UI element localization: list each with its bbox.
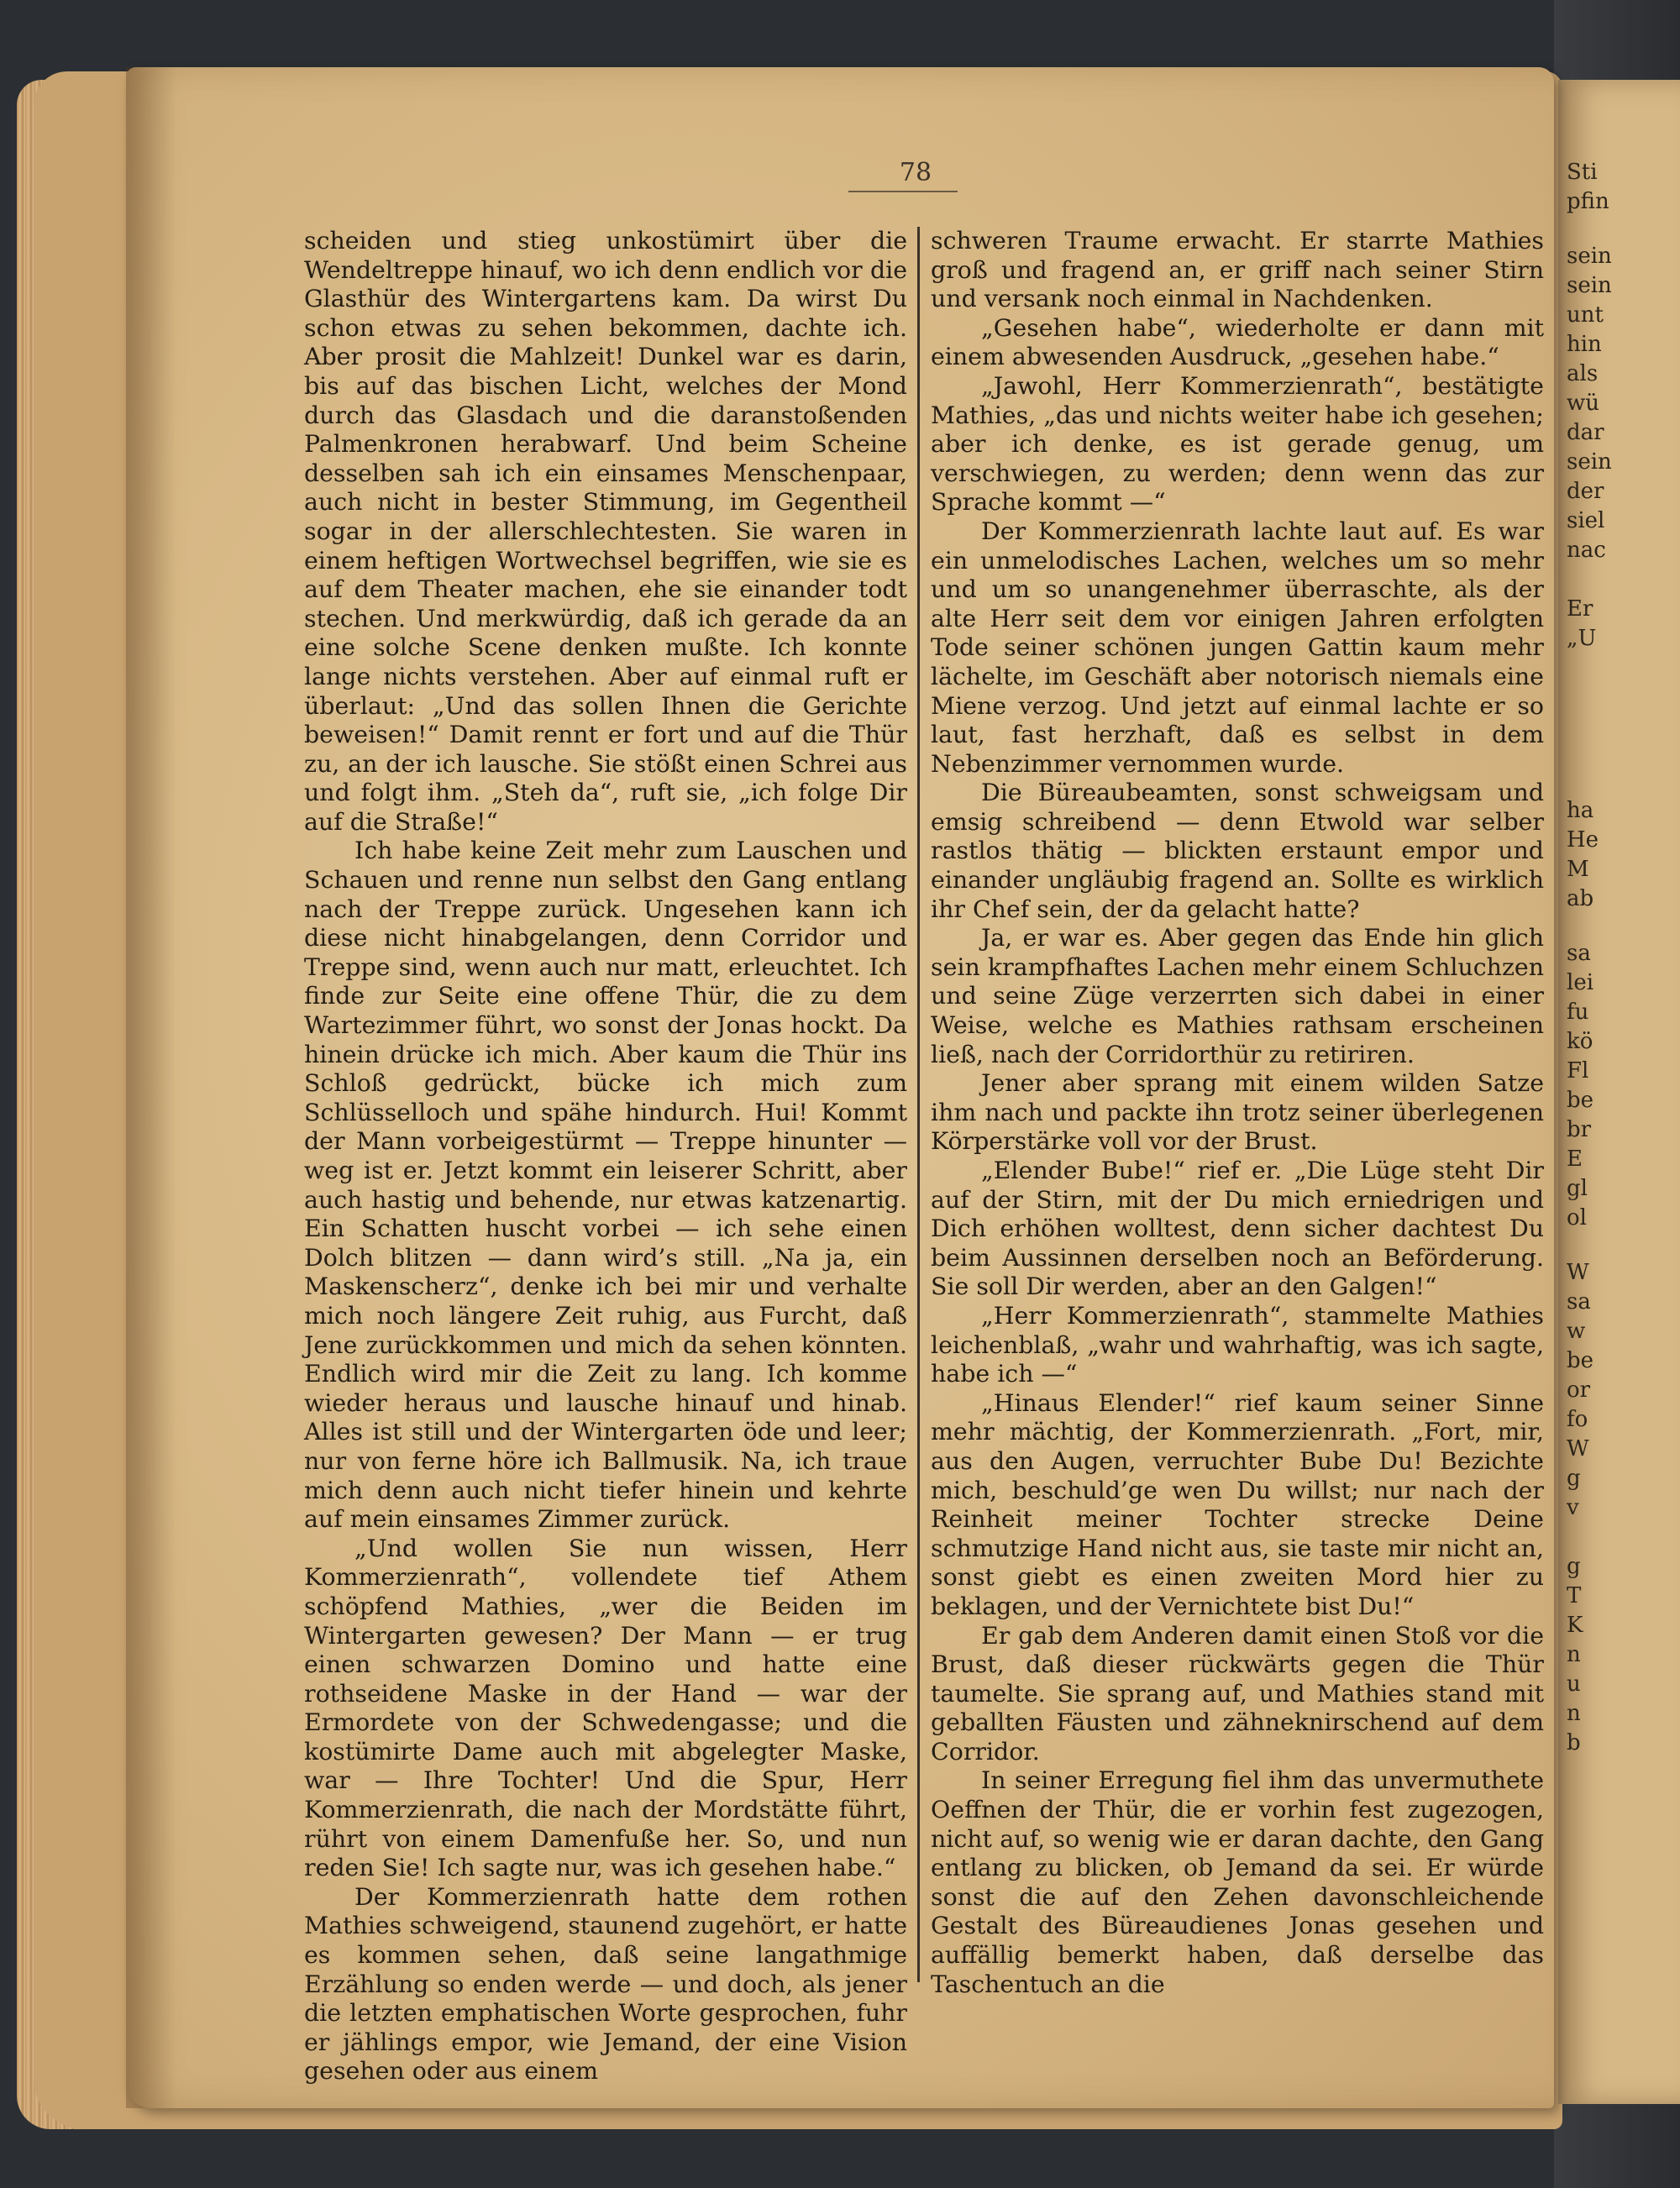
paragraph: Die Büreaubeamten, sonst schweigsam und emsig schreibend — denn Etwold war selber rastlos thätig — blickten erstaunt empor und einander ungläubig fragend an. Sollte es wirklich ihr Chef sein, der da gelacht hatte? (931, 779, 1544, 923)
next-page-text-fragment: M (1567, 857, 1589, 882)
column-divider (917, 227, 920, 1982)
next-page-text-fragment: br (1567, 1117, 1592, 1142)
next-page-text-fragment: b (1567, 1730, 1581, 1755)
paragraph: Ja, er war es. Aber gegen das Ende hin glich sein krampfhaftes Lachen mehr einem Schluchzen und seine Züge verzerrten sich dabei in einer Weise, welche es Mathies rathsam erscheinen ließ, nach der Corridorthür zu retiriren. (931, 924, 1544, 1068)
next-page-text-fragment: als (1567, 361, 1599, 386)
next-page-text-fragment: E (1567, 1146, 1583, 1172)
next-page-text-fragment: fo (1567, 1407, 1588, 1432)
next-page-text-fragment: hin (1567, 332, 1602, 357)
next-page-text-fragment: ab (1567, 886, 1594, 911)
next-page-text-fragment: be (1567, 1088, 1594, 1113)
next-page-text-fragment: or (1567, 1377, 1591, 1403)
page-number-rule (848, 191, 958, 192)
next-page-text-fragment: gl (1567, 1176, 1588, 1201)
next-page-text-fragment: Fl (1567, 1058, 1589, 1084)
next-page-text-fragment: K (1567, 1613, 1583, 1638)
next-page-text-fragment: g (1567, 1554, 1581, 1579)
text-column-right (931, 227, 1544, 1998)
next-page-text-fragment: „U (1567, 626, 1597, 651)
paragraph: „Gesehen habe“, wiederholte er dann mit einem abwesenden Ausdruck, „gesehen habe.“ (931, 313, 1544, 371)
paragraph: schweren Traume erwacht. Er starrte Mathies groß und fragend an, er griff nach seiner Stirn und versank noch einmal in Nachdenken. (931, 227, 1544, 313)
next-page-text-fragment: w (1567, 1319, 1586, 1344)
next-page-text-fragment: v (1567, 1495, 1579, 1520)
paragraph: „Und wollen Sie nun wissen, Herr Kommerzienrath“, vollendete tief Athem schöpfend Mathies, „wer die Beiden im Wintergarten gewesen? Der Mann — er trug einen schwarzen Domino und hatte eine rothseidene Maske in der Hand — war der Ermordete von der Schwedengasse; und die kostümirte Dame auch mit abgelegter Maske, war — Ihre Tochter! Und die Spur, Herr Kommerzienrath, die nach der Mordstätte führt, rührt von einem Damenfuße her. So, und nun reden Sie! Ich sagte nur, was ich gesehen habe.“ (304, 1534, 907, 1882)
next-page-text-fragment: Sti (1567, 160, 1598, 185)
page-number: 78 (899, 158, 932, 187)
next-page-text-fragment: wü (1567, 391, 1599, 416)
next-page-text-fragment: T (1567, 1583, 1582, 1608)
next-page-text-fragment: sa (1567, 1289, 1591, 1314)
text-column-left (304, 227, 907, 2086)
paragraph: „Hinaus Elender!“ rief kaum seiner Sinne mehr mächtig, der Kommerzienrath. „Fort, mir, aus den Augen, verruchter Bube Du! Bezichte mich, beschuld’ge wen Du willst; nur nach der Reinheit meiner Tochter strecke Deine schmutzige Hand nicht aus, sie taste mir nicht an, sonst giebt es einen zweiten Mord hier zu beklagen, und der Vernichtete bist Du!“ (931, 1388, 1544, 1620)
next-page-text-fragment: siel (1567, 508, 1605, 533)
paragraph: In seiner Erregung fiel ihm das unvermuthete Oeffnen der Thür, die er vorhin fest zugezogen, nicht auf, so wenig wie er daran dachte, den Gang entlang zu blicken, ob Jemand da sei. Er würde sonst die auf den Zehen davonschleichende Gestalt des Büreaudienes Jonas gesehen und auffällig bemerkt haben, daß derselbe das Taschentuch an die (931, 1766, 1544, 1998)
next-page-text-fragment: sa (1567, 941, 1591, 966)
next-page-text-fragment: be (1567, 1348, 1594, 1373)
next-page-text-fragment: dar (1567, 420, 1604, 445)
next-page-strip (1558, 80, 1680, 2104)
next-page-text-fragment: unt (1567, 302, 1604, 328)
paragraph: Er gab dem Anderen damit einen Stoß vor die Brust, daß dieser rückwärts gegen die Thür taumelte. Sie sprang auf, und Mathies stand mit geballten Fäusten und zähneknirschend auf dem Corridor. (931, 1621, 1544, 1766)
next-page-text-fragment: sein (1567, 244, 1612, 269)
paragraph: „Herr Kommerzienrath“, stammelte Mathies leichenblaß, „wahr und wahrhaftig, was ich sagte, habe ich —“ (931, 1301, 1544, 1388)
paragraph: Ich habe keine Zeit mehr zum Lauschen und Schauen und renne nun selbst den Gang entlang nach der Treppe zurück. Ungesehen kann ich diese nicht hinabgelangen, denn Corridor und Treppe sind, wenn auch nur matt, erleuchtet. Ich finde zur Seite eine offene Thür, die zu dem Wartezimmer führt, wo sonst der Jonas hockt. Da hinein drücke ich mich. Aber kaum die Thür ins Schloß gedrückt, bücke ich mich zum Schlüsselloch und spähe hindurch. Hui! Kommt der Mann vorbeigestürmt — Treppe hinunter — weg ist er. Jetzt kommt ein leiserer Schritt, aber auch hastig und behende, nur etwas katzenartig. Ein Schatten huscht vorbei — ich sehe einen Dolch blitzen — dann wird’s still. „Na ja, ein Maskenscherz“, denke ich bei mir und verhalte mich noch längere Zeit ruhig, aus Furcht, daß Jene zurückkommen und mich da sehen könnten. Endlich wird mir die Zeit zu lang. Ich komme wieder heraus und lausche hinauf und hinab. Alles ist still und der Wintergarten öde und leer; nur von ferne höre ich Ballmusik. Na, ich traue mich denn auch nicht tiefer hinein und kehrte auf mein einsames Zimmer zurück. (304, 837, 907, 1534)
paragraph: Der Kommerzienrath hatte dem rothen Mathies schweigend, staunend zugehört, er hatte es kommen sehen, daß seine langathmige Erzählung so enden werde — und doch, als jener die letzten emphatischen Worte gesprochen, fuhr er jählings empor, wie Jemand, der eine Vision gesehen oder aus einem (304, 1882, 907, 2086)
next-page-text-fragment: der (1567, 479, 1604, 504)
paragraph: scheiden und stieg unkostümirt über die Wendeltreppe hinauf, wo ich denn endlich vor die Glasthür des Wintergartens kam. Da wirst Du schon etwas zu sehen bekommen, dachte ich. Aber prosit die Mahlzeit! Dunkel war es darin, bis auf das bischen Licht, welches der Mond durch das Glasdach und die daranstoßenden Palmenkronen herabwarf. Und beim Scheine desselben sah ich ein einsames Menschenpaar, auch nicht in bester Stimmung, im Gegentheil sogar in der allerschlechtesten. Sie waren in einem heftigen Wortwechsel begriffen, wie sie es auf dem Theater machen, ehe sie einander todt stechen. Und merkwürdig, daß ich gerade da an eine solche Scene denken mußte. Ich konnte lange nichts verstehen. Aber auf einmal ruft er überlaut: „Und das sollen Ihnen die Gerichte beweisen!“ Damit rennt er fort und auf die Thür zu, an der ich lausche. Sie stößt einen Schrei aus und folgt ihm. „Steh da“, ruft sie, „ich folge Dir auf die Straße!“ (304, 227, 907, 836)
next-page-text-fragment: ha (1567, 798, 1594, 823)
next-page-text-fragment: lei (1567, 970, 1594, 995)
next-page-text-fragment: kö (1567, 1029, 1593, 1054)
next-page-text-fragment: He (1567, 827, 1599, 853)
paragraph: Der Kommerzienrath lachte laut auf. Es war ein unmelodisches Lachen, welches um so mehr und um so unangenehmer überraschte, als der alte Herr seit dem vor einigen Jahren erfolgten Tode seiner schönen jungen Gattin kaum mehr lächelte, im Geschäft aber notorisch niemals eine Miene verzog. Und jetzt auf einmal lachte er so laut, fast herzhaft, daß es selbst in dem Nebenzimmer vernommen wurde. (931, 517, 1544, 778)
next-page-text-fragment: ol (1567, 1205, 1587, 1230)
paragraph: „Elender Bube!“ rief er. „Die Lüge steht Dir auf der Stirn, mit der Du mich erniedrigen und Dich erhöhen wolltest, denn sicher dachtest Du beim Aussinnen derselben noch an Beförderung. Sie soll Dir werden, aber an den Galgen!“ (931, 1157, 1544, 1301)
next-page-text-fragment: W (1567, 1436, 1589, 1461)
next-page-text-fragment: u (1567, 1671, 1581, 1697)
paragraph: „Jawohl, Herr Kommerzienrath“, bestätigte Mathies, „das und nichts weiter habe ich gesehen; aber ich denke, es ist gerade genug, um verschwiegen, zu werden; denn wenn das zur Sprache kommt —“ (931, 371, 1544, 517)
next-page-text-fragment: Er (1567, 596, 1593, 622)
next-page-text-fragment: n (1567, 1642, 1581, 1667)
next-page-text-fragment: pfin (1567, 189, 1609, 214)
next-page-text-fragment: n (1567, 1701, 1581, 1726)
next-page-text-fragment: g (1567, 1466, 1581, 1491)
next-page-text-fragment: sein (1567, 273, 1612, 298)
next-page-text-fragment: sein (1567, 449, 1612, 475)
next-page-text-fragment: fu (1567, 1000, 1589, 1025)
next-page-text-fragment: nac (1567, 538, 1606, 563)
next-page-text-fragment: W (1567, 1260, 1589, 1285)
page-gutter-shadow (126, 67, 176, 2108)
paragraph: Jener aber sprang mit einem wilden Satze ihm nach und packte ihn trotz seiner überlegenen Körperstärke voll vor der Brust. (931, 1069, 1544, 1156)
